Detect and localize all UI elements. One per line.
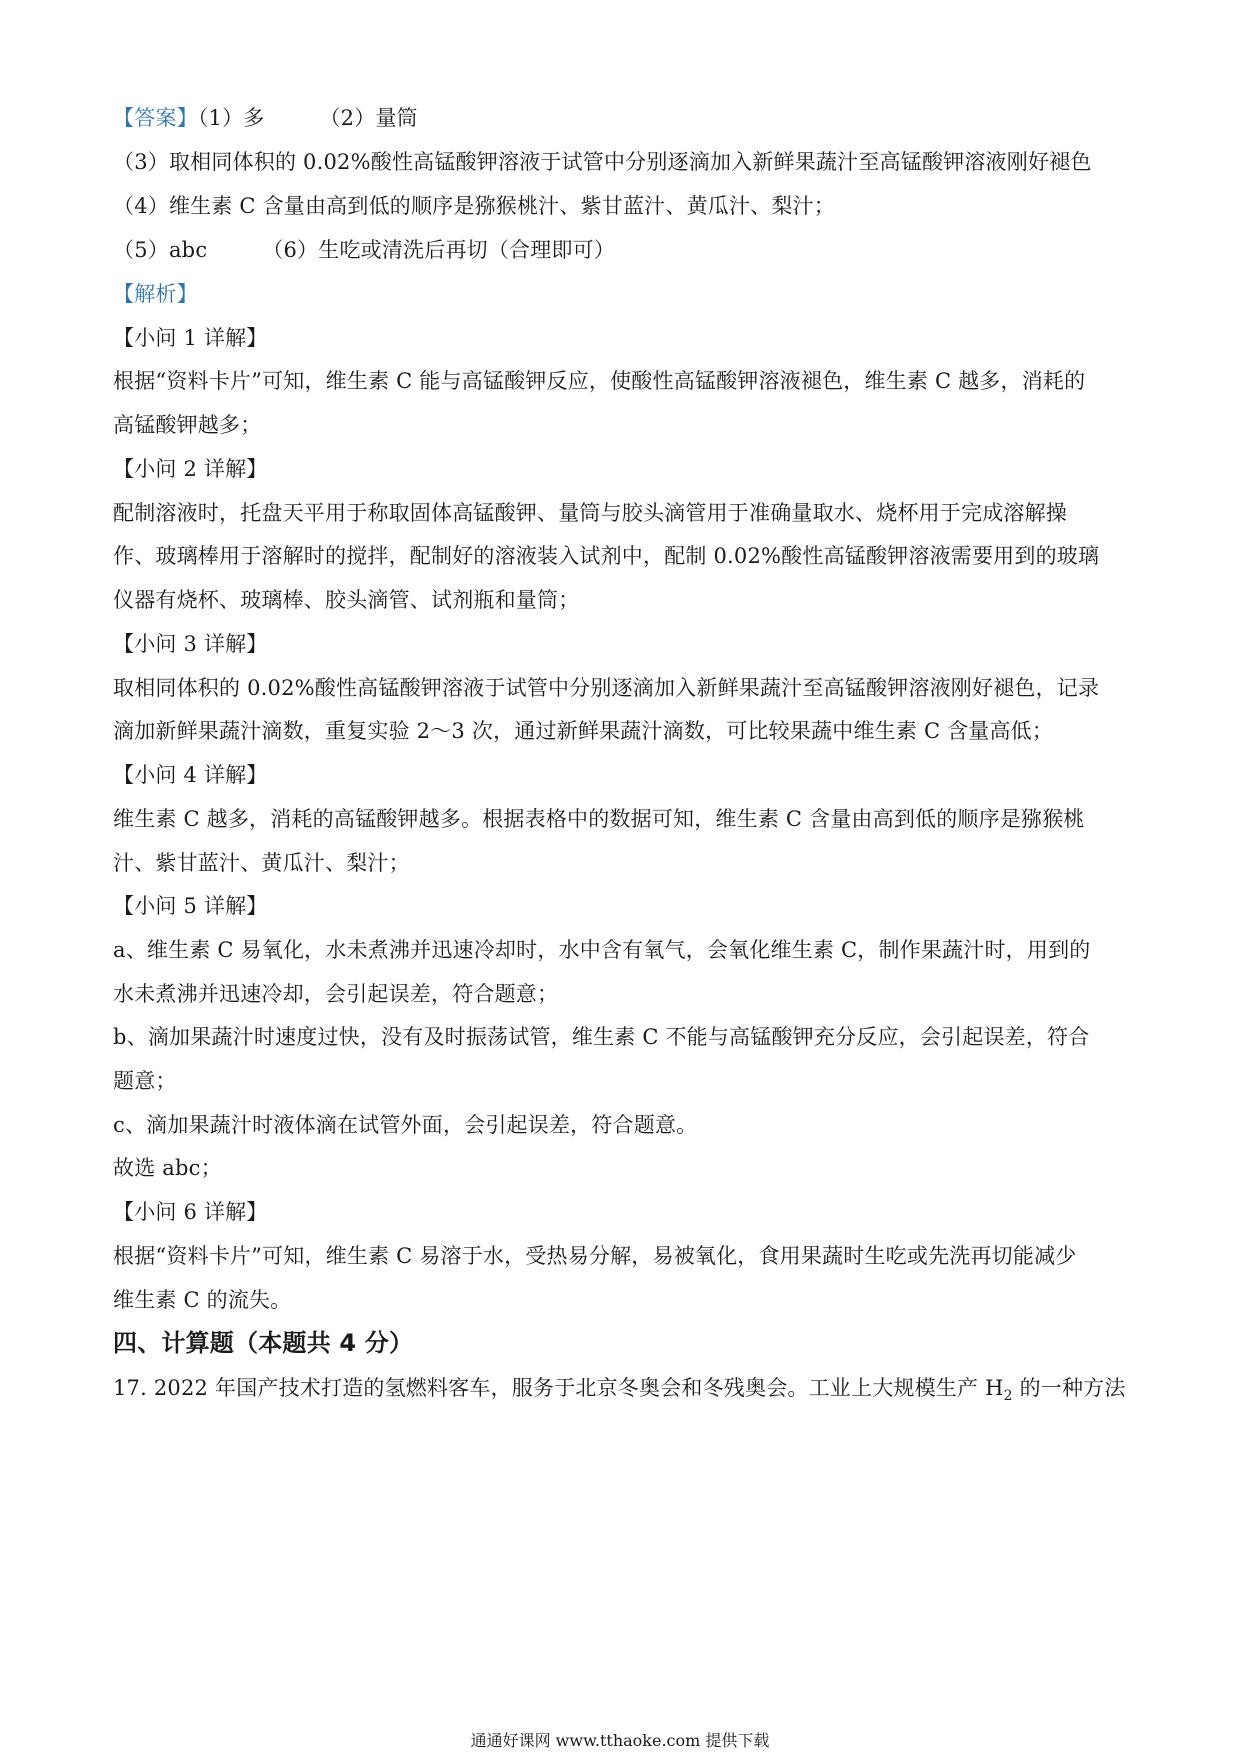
q1-heading: 【小问 1 详解】 [113, 326, 268, 350]
q5-b-text-2: 题意； [113, 1069, 177, 1093]
answer-line-1 [113, 103, 418, 133]
q2-heading: 【小问 2 详解】 [113, 457, 268, 481]
q5-c-text: c、滴加果蔬汁时液体滴在试管外面，会引起误差，符合题意。 [113, 1113, 698, 1137]
q3-text-2: 滴加新鲜果蔬汁滴数，重复实验 2～3 次，通过新鲜果蔬汁滴数，可比较果蔬中维生素 C 含量高低； [113, 719, 1054, 743]
q17-text-post: 的一种方法 [1012, 1376, 1126, 1400]
q3-heading: 【小问 3 详解】 [113, 632, 268, 656]
q2-text-3: 仪器有烧杯、玻璃棒、胶头滴管、试剂瓶和量筒； [113, 588, 580, 612]
answer-tag: 【答案】 [113, 106, 198, 130]
q5-choice: 故选 abc； [113, 1156, 222, 1180]
q6-text-1: 根据“资料卡片”可知，维生素 C 易溶于水，受热易分解，易被氧化，食用果蔬时生吃或先洗再切能减少 [113, 1244, 1077, 1268]
answer-3: （3）取相同体积的 0.02%酸性高锰酸钾溶液于试管中分别逐滴加入新鲜果蔬汁至高锰酸钾溶液刚好褪色 [113, 150, 1092, 174]
answer-1: （1）多 [197, 106, 265, 130]
section-heading: 四、计算题（本题共 4 分） [113, 1329, 414, 1357]
q17-subscript: 2 [1003, 1388, 1013, 1405]
answer-line-4 [113, 235, 615, 265]
q5-a-text-2: 水未煮沸并迅速冷却，会引起误差，符合题意； [113, 982, 559, 1006]
q4-text-2: 汁、紫甘蓝汁、黄瓜汁、梨汁； [113, 851, 410, 875]
answer-5: （5）abc [113, 238, 208, 262]
q1-text-2: 高锰酸钾越多； [113, 413, 262, 437]
q3-text-1: 取相同体积的 0.02%酸性高锰酸钾溶液于试管中分别逐滴加入新鲜果蔬汁至高锰酸钾溶液刚好褪色，记录 [113, 676, 1100, 700]
q5-b-text-1: b、滴加果蔬汁时速度过快，没有及时振荡试管，维生素 C 不能与高锰酸钾充分反应，会引起误差，符合 [113, 1025, 1090, 1049]
q6-heading: 【小问 6 详解】 [113, 1200, 268, 1224]
q4-heading: 【小问 4 详解】 [113, 763, 268, 787]
q5-heading: 【小问 5 详解】 [113, 894, 268, 918]
question-17 [113, 1373, 1126, 1411]
analysis-tag: 【解析】 [113, 282, 198, 306]
q1-text-1: 根据“资料卡片”可知，维生素 C 能与高锰酸钾反应，使酸性高锰酸钾溶液褪色，维生素 C 越多，消耗的 [113, 369, 1086, 393]
q2-text-1: 配制溶液时，托盘天平用于称取固体高锰酸钾、量筒与胶头滴管用于准确量取水、烧杯用于完成溶解操 [113, 501, 1067, 525]
q2-text-2: 作、玻璃棒用于溶解时的搅拌，配制好的溶液装入试剂中，配制 0.02%酸性高锰酸钾溶液需要用到的玻璃 [113, 544, 1100, 568]
answer-6: （6）生吃或清洗后再切（合理即可） [262, 238, 616, 262]
answer-4: （4）维生素 C 含量由高到低的顺序是猕猴桃汁、紫甘蓝汁、黄瓜汁、梨汁； [113, 194, 835, 218]
q5-a-text-1: a、维生素 C 易氧化，水未煮沸并迅速冷却时，水中含有氧气，会氧化维生素 C，制作果蔬汁时，用到的 [113, 938, 1091, 962]
answer-2: （2）量筒 [319, 106, 418, 130]
q4-text-1: 维生素 C 越多，消耗的高锰酸钾越多。根据表格中的数据可知，维生素 C 含量由高到低的顺序是猕猴桃 [113, 807, 1085, 831]
q6-text-2: 维生素 C 的流失。 [113, 1288, 292, 1312]
q17-text-pre: 17. 2022 年国产技术打造的氢燃料客车，服务于北京冬奥会和冬残奥会。工业上大规模生产 H [113, 1376, 1004, 1400]
page-footer: 通通好课网 www.tthaoke.com 提供下载 [470, 1731, 770, 1750]
